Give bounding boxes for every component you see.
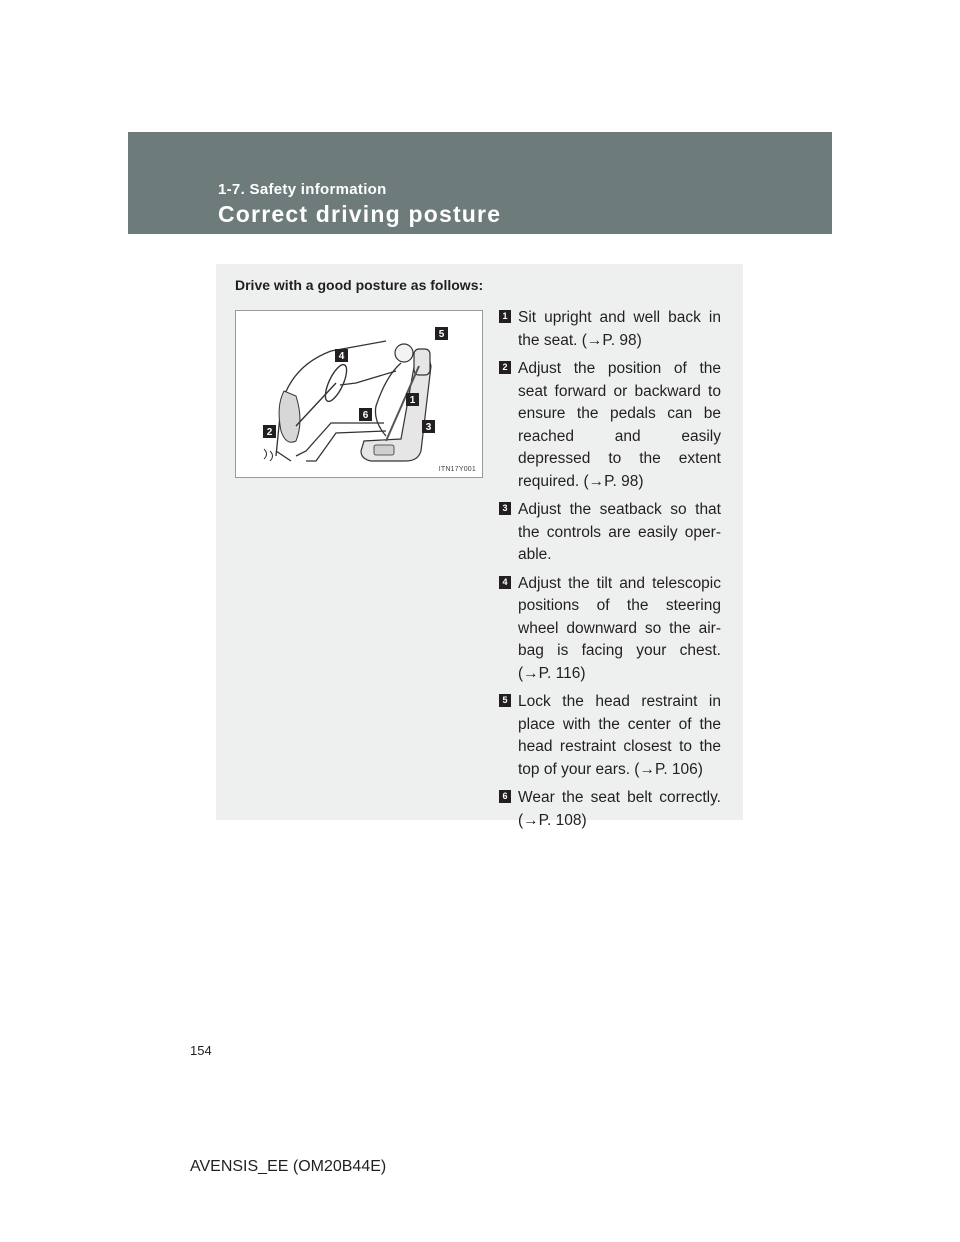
list-item: [499, 499, 721, 567]
list-item: [499, 787, 721, 832]
svg-text:6: 6: [362, 410, 369, 421]
list-item: [499, 691, 721, 781]
list-item: [499, 573, 721, 686]
step-text: Adjust the position of the seat forward or backward to ensure the pedals can be reached and easily depressed to the extent required. (→P. 98): [518, 360, 721, 490]
svg-text:4: 4: [338, 351, 345, 362]
section-label: 1-7. Safety information: [218, 181, 387, 198]
callout-2: [263, 425, 276, 438]
figure-code: ITN17Y001: [438, 466, 476, 473]
page-number: 154: [190, 1043, 212, 1058]
callout-1: [406, 393, 419, 406]
step-number-badge: 3: [499, 502, 511, 515]
list-item: [499, 358, 721, 493]
posture-steps-list: [499, 307, 721, 838]
callout-6: [359, 408, 372, 421]
step-text: Sit upright and well back in the seat. (→P. 98): [518, 309, 721, 349]
svg-text:1: 1: [409, 395, 416, 406]
step-number-badge: 2: [499, 361, 511, 374]
step-number-badge: 4: [499, 576, 511, 589]
content-panel: [216, 264, 743, 829]
driver-seat-drawing: [236, 311, 482, 477]
step-text: Adjust the seatback so that the controls are easily oper-able.: [518, 501, 721, 563]
callout-3: [422, 420, 435, 433]
svg-text:5: 5: [438, 329, 445, 340]
list-item: [499, 307, 721, 352]
intro-text: Drive with a good posture as follows:: [235, 277, 484, 293]
step-number-badge: 6: [499, 790, 511, 803]
chapter-header: [128, 132, 832, 234]
document-footer: AVENSIS_EE (OM20B44E): [190, 1158, 387, 1175]
page-title: Correct driving posture: [218, 201, 502, 227]
step-text: Lock the head restraint in place with the center of the head restraint closest to the top of your ears. (→P. 106): [518, 693, 721, 778]
callout-5: [435, 327, 448, 340]
step-number-badge: 5: [499, 694, 511, 707]
svg-text:2: 2: [266, 427, 273, 438]
driving-posture-illustration: [235, 310, 483, 478]
svg-text:3: 3: [425, 422, 432, 433]
step-text: Adjust the tilt and telescopic positions of the steering wheel downward so the air-bag is facing your chest. (→P. 116): [518, 574, 721, 682]
callout-4: [335, 349, 348, 362]
step-text: Wear the seat belt correctly. (→P. 108): [518, 789, 721, 829]
step-number-badge: 1: [499, 310, 511, 323]
